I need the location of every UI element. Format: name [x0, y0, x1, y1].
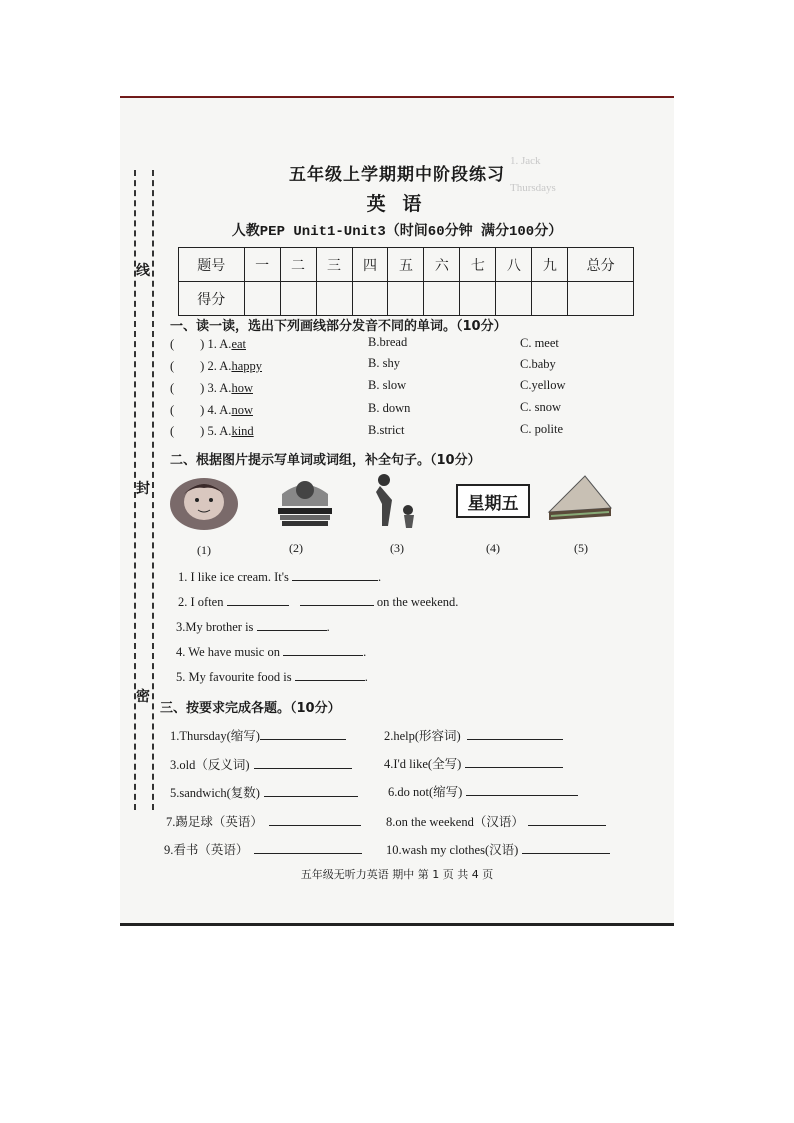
s1-item-5: ( ) 5. A.kind — [170, 424, 254, 438]
section2-title: 二、根据图片提示写单词或词组，补全句子。（10分） — [170, 453, 481, 468]
sentence-text: 5. My favourite food is — [176, 670, 292, 684]
answer-blank[interactable] — [257, 618, 327, 631]
item-prompt: 5.sandwich(复数) — [170, 786, 260, 800]
s1-item-3: ( ) 3. A.how — [170, 381, 253, 395]
sentence-text: 1. I like ice cream. It's — [178, 570, 289, 584]
option-b: B. slow — [368, 378, 407, 392]
page-footer: 五年级无听力英语 期中 第 1 页 共 4 页 — [300, 868, 494, 881]
girl-picture — [166, 472, 242, 532]
binding-char: 密 — [136, 686, 150, 706]
answer-blank[interactable] — [264, 784, 358, 797]
score-input-cell[interactable] — [388, 282, 424, 316]
answer-blank[interactable] — [528, 813, 606, 826]
score-cell: 九 — [532, 248, 568, 282]
score-input-cell[interactable] — [280, 282, 316, 316]
item-prompt: 3.old（反义词) — [170, 758, 250, 772]
s1-item-4: ( ) 4. A.now — [170, 403, 253, 417]
section3-title: 三、按要求完成各题。（10分） — [160, 701, 341, 716]
picture-number: (3) — [390, 541, 404, 555]
score-cell: 二 — [280, 248, 316, 282]
s1-item-2: ( ) 2. A.happy — [170, 359, 262, 373]
option-a: how — [231, 381, 253, 395]
score-table — [178, 247, 634, 316]
s2-sentence-3 — [176, 618, 330, 635]
answer-blank[interactable] — [522, 841, 610, 854]
answer-blank[interactable] — [260, 727, 346, 740]
sentence-text: . — [378, 570, 382, 584]
option-c: C.baby — [520, 357, 556, 371]
exam-info: 人教PEP Unit1-Unit3（时间60分钟 满分100分） — [231, 224, 563, 240]
option-c: C. polite — [520, 422, 564, 436]
answer-blank[interactable] — [269, 813, 361, 826]
option-c: C. meet — [520, 336, 559, 350]
binding-dashed-line — [152, 170, 154, 810]
s3-item-6 — [388, 782, 578, 800]
score-input-cell[interactable] — [568, 282, 634, 316]
sentence-text: 3.My brother is — [176, 620, 254, 634]
item-prompt: 1.Thursday(缩写) — [170, 729, 260, 743]
bottom-edge-bar — [120, 923, 674, 926]
answer-blank[interactable] — [254, 756, 352, 769]
s3-item-3 — [170, 755, 352, 773]
score-input-cell[interactable] — [532, 282, 568, 316]
answer-blank[interactable] — [300, 593, 374, 606]
score-cell: 题号 — [179, 248, 245, 282]
s3-item-9 — [164, 840, 362, 858]
option-b: B. shy — [368, 356, 400, 370]
picture-number: (4) — [486, 541, 500, 555]
sentence-text: 2. I often — [178, 595, 224, 609]
item-prompt: 8.on the weekend（汉语） — [386, 815, 524, 829]
score-cell: 六 — [424, 248, 460, 282]
s3-item-4 — [384, 754, 563, 772]
item-number: 4. A. — [207, 403, 232, 417]
score-cell: 八 — [496, 248, 532, 282]
item-prompt: 6.do not(缩写) — [388, 785, 463, 799]
s3-item-2 — [384, 726, 563, 744]
item-number: 2. A. — [207, 359, 232, 373]
s1-item-1: ( ) 1. A.eat — [170, 337, 247, 351]
option-a: eat — [231, 337, 247, 351]
answer-blank[interactable] — [292, 568, 378, 581]
score-input-cell[interactable] — [424, 282, 460, 316]
score-cell: 三 — [316, 248, 352, 282]
friday-card: 星期五 — [456, 484, 530, 518]
item-prompt: 9.看书（英语） — [164, 843, 249, 857]
answer-blank[interactable] — [227, 593, 289, 606]
score-input-cell[interactable] — [244, 282, 280, 316]
section1-title: 一、读一读，选出下列画线部分发音不同的单词。（10分） — [170, 319, 507, 334]
sentence-text: . — [363, 645, 367, 659]
option-a: now — [231, 403, 253, 417]
option-a: happy — [231, 359, 262, 373]
picture-number: (5) — [574, 541, 588, 555]
item-number: 5. A. — [207, 424, 232, 438]
sandwich-picture — [545, 472, 615, 524]
s3-item-7 — [166, 812, 361, 830]
option-b: B.strict — [368, 423, 405, 437]
option-c: C.yellow — [520, 378, 566, 392]
exam-title: 五年级上学期期中阶段练习 — [289, 165, 505, 184]
item-number: 3. A. — [207, 381, 232, 395]
answer-blank[interactable] — [465, 755, 563, 768]
reading-books-picture — [270, 472, 340, 530]
item-number: 1. A. — [207, 337, 232, 351]
option-a: kind — [231, 424, 254, 438]
s2-sentence-2 — [178, 593, 458, 610]
answer-blank[interactable] — [254, 841, 362, 854]
score-input-cell[interactable] — [352, 282, 388, 316]
answer-blank[interactable] — [295, 668, 365, 681]
score-input-cell[interactable] — [460, 282, 496, 316]
item-prompt: 4.I'd like(全写) — [384, 757, 462, 771]
score-cell: 一 — [244, 248, 280, 282]
item-prompt: 10.wash my clothes(汉语) — [386, 843, 519, 857]
s3-item-1 — [170, 726, 346, 744]
answer-blank[interactable] — [467, 727, 563, 740]
s2-sentence-4 — [176, 643, 366, 660]
bleed-through-text: Thursdays — [510, 182, 556, 194]
score-input-cell[interactable] — [316, 282, 352, 316]
answer-blank[interactable] — [283, 643, 363, 656]
s3-item-10 — [386, 840, 610, 858]
score-row-label: 得分 — [179, 282, 245, 316]
sentence-text: . — [326, 620, 330, 634]
subject-title: 英 语 — [366, 194, 428, 215]
s2-sentence-5 — [176, 668, 368, 685]
item-prompt: 7.踢足球（英语） — [166, 815, 263, 829]
score-cell: 总分 — [568, 248, 634, 282]
s3-item-8 — [386, 812, 606, 830]
sentence-text: 4. We have music on — [176, 645, 280, 659]
sentence-text: . — [364, 670, 368, 684]
bleed-through-text: 1. Jack — [510, 155, 541, 167]
score-table-header-row — [179, 248, 634, 282]
option-b: B. down — [368, 401, 411, 415]
option-b: B.bread — [368, 335, 408, 349]
binding-char: 线 — [136, 260, 150, 280]
picture-number: (1) — [197, 543, 211, 557]
polite-person-picture — [368, 470, 424, 530]
item-prompt: 2.help(形容词) — [384, 729, 461, 743]
s3-item-5 — [170, 783, 358, 801]
score-cell: 四 — [352, 248, 388, 282]
score-cell: 五 — [388, 248, 424, 282]
score-cell: 七 — [460, 248, 496, 282]
picture-number: (2) — [289, 541, 303, 555]
s2-sentence-1 — [178, 568, 381, 585]
answer-blank[interactable] — [466, 783, 578, 796]
score-input-cell[interactable] — [496, 282, 532, 316]
score-table-score-row — [179, 282, 634, 316]
sentence-text: on the weekend. — [376, 595, 459, 609]
binding-char: 封 — [136, 478, 150, 498]
option-c: C. snow — [520, 400, 561, 414]
